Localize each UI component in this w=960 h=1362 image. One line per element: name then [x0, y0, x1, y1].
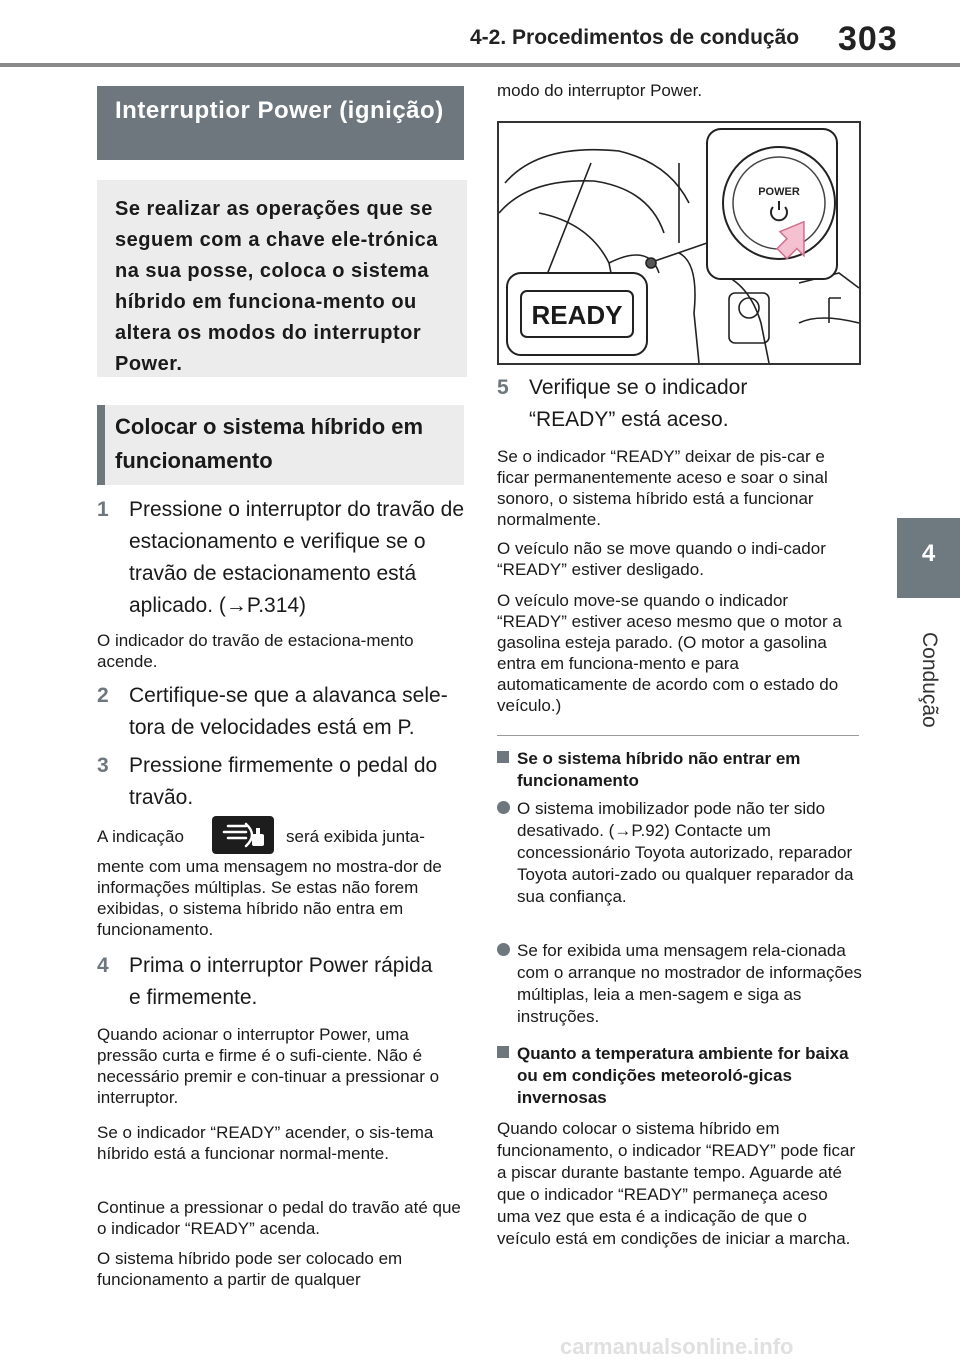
power-label: POWER: [758, 186, 800, 198]
ready-label: READY: [531, 300, 623, 330]
step-number: 4: [97, 954, 109, 977]
circle-bullet-icon: [497, 801, 510, 814]
note-step-5-a: Se o indicador “READY” deixar de pis-car e ficar permanentemente aceso e soar o sinal sonoro, o sistema híbrido está a funcionar normalmente.: [497, 447, 828, 529]
page-number: 303: [838, 20, 898, 58]
info-heading-1: Se o sistema híbrido não entrar em funcionamento: [497, 748, 862, 794]
note-step-1: O indicador do travão de estaciona-mento acende.: [97, 631, 414, 671]
info-bullet-2: Se for exibida uma mensagem rela-cionada com o arranque no mostrador de informações múltiplas, leia a men-sagem e siga as instruções.: [497, 940, 862, 1032]
info-bullet-1: O sistema imobilizador pode não ter sido desativado. (→P.92) Contacte um concessionário Toyota autorizado, reparador Toyota autori-zado ou qualquer reparador da sua confiança.: [497, 798, 862, 938]
chapter-tab-label: Condução: [918, 632, 941, 728]
note-step-3-prefix: A indicação: [97, 827, 184, 846]
step-3: [97, 750, 467, 816]
step-text: Pressione firmemente o pedal do travão.: [129, 754, 438, 809]
step-4: [97, 950, 467, 1016]
step-number: 5: [497, 376, 509, 399]
note-step-4-d: O sistema híbrido pode ser colocado em funcionamento a partir de qualquer: [97, 1249, 403, 1289]
note-step-3-after-icon: será exibida junta-: [286, 827, 425, 846]
divider: [497, 735, 859, 736]
note-step-5-c: O veículo move-se quando o indicador “READY” estiver aceso mesmo que o motor a gasolina esteja parado. (O motor a gasolina entra em funciona-mento e para automaticamente de acordo com o estado do veículo.): [497, 591, 842, 715]
step-text: Certifique-se que a alavanca sele-tora de velocidades está em P.: [129, 684, 448, 739]
header-rule: [0, 63, 960, 67]
subsection-title: Colocar o sistema híbrido em funcionamento: [115, 414, 424, 473]
step-text: Prima o interruptor Power rápida e firmemente.: [129, 954, 433, 1009]
step-number: 2: [97, 684, 109, 707]
chapter-tab-number: 4: [921, 540, 936, 567]
step-number: 1: [97, 498, 109, 521]
step-5: [497, 372, 867, 438]
square-bullet-icon: [497, 751, 509, 763]
intro-box: Se realizar as operações que se seguem com a chave ele-trónica na sua posse, coloca o sistema híbrido em funciona-mento ou altera os modos do interruptor Power.: [97, 180, 467, 377]
step-text: Verifique se o indicador “READY” está aceso.: [529, 376, 748, 431]
info-body-2: Quando colocar o sistema híbrido em funcionamento, o indicador “READY” pode ficar a piscar durante bastante tempo. Aguarde até que o indicador “READY” permaneça aceso uma vez que esta é a indicação de que o veículo está em condições de iniciar a marcha.: [497, 1119, 856, 1248]
section-title: Interruptior Power (ignição): [97, 86, 464, 160]
circle-bullet-icon: [497, 943, 510, 956]
watermark: carmanualsonline.info: [560, 1334, 794, 1359]
step-text: Pressione o interruptor do travão de estacionamento e verifique se o travão de estacionamento está aplicado. (→P.314): [129, 498, 465, 617]
note-step-4-c: Continue a pressionar o pedal do travão até que o indicador “READY” acenda.: [97, 1198, 461, 1238]
info-heading-2: Quanto a temperatura ambiente for baixa ou em condições meteoroló-gicas invernosas: [497, 1043, 862, 1111]
note-step-3: mente com uma mensagem no mostra-dor de informações múltiplas. Se estas não forem exibidas, o sistema híbrido não entra em funcionamento.: [97, 857, 442, 939]
square-bullet-icon: [497, 1046, 509, 1058]
note-step-4-b: Se o indicador “READY” acender, o sis-tema híbrido está a funcionar normal-mente.: [97, 1123, 434, 1163]
power-switch-illustration: [497, 121, 861, 365]
note-step-5-b: O veículo não se move quando o indi-cador “READY” estiver desligado.: [497, 539, 826, 579]
step-1: [97, 494, 467, 624]
running-header-section: 4-2. Procedimentos de condução: [470, 26, 800, 49]
step-2: [97, 680, 467, 746]
note-step-4-a: Quando acionar o interruptor Power, uma pressão curta e firme é o sufi-ciente. Não é necessário premir e con-tinuar a pressionar o interruptor.: [97, 1025, 440, 1107]
note-step-4-d-continued: modo do interruptor Power.: [497, 81, 703, 100]
ready-indicator-icon: [212, 816, 274, 854]
step-number: 3: [97, 754, 109, 777]
